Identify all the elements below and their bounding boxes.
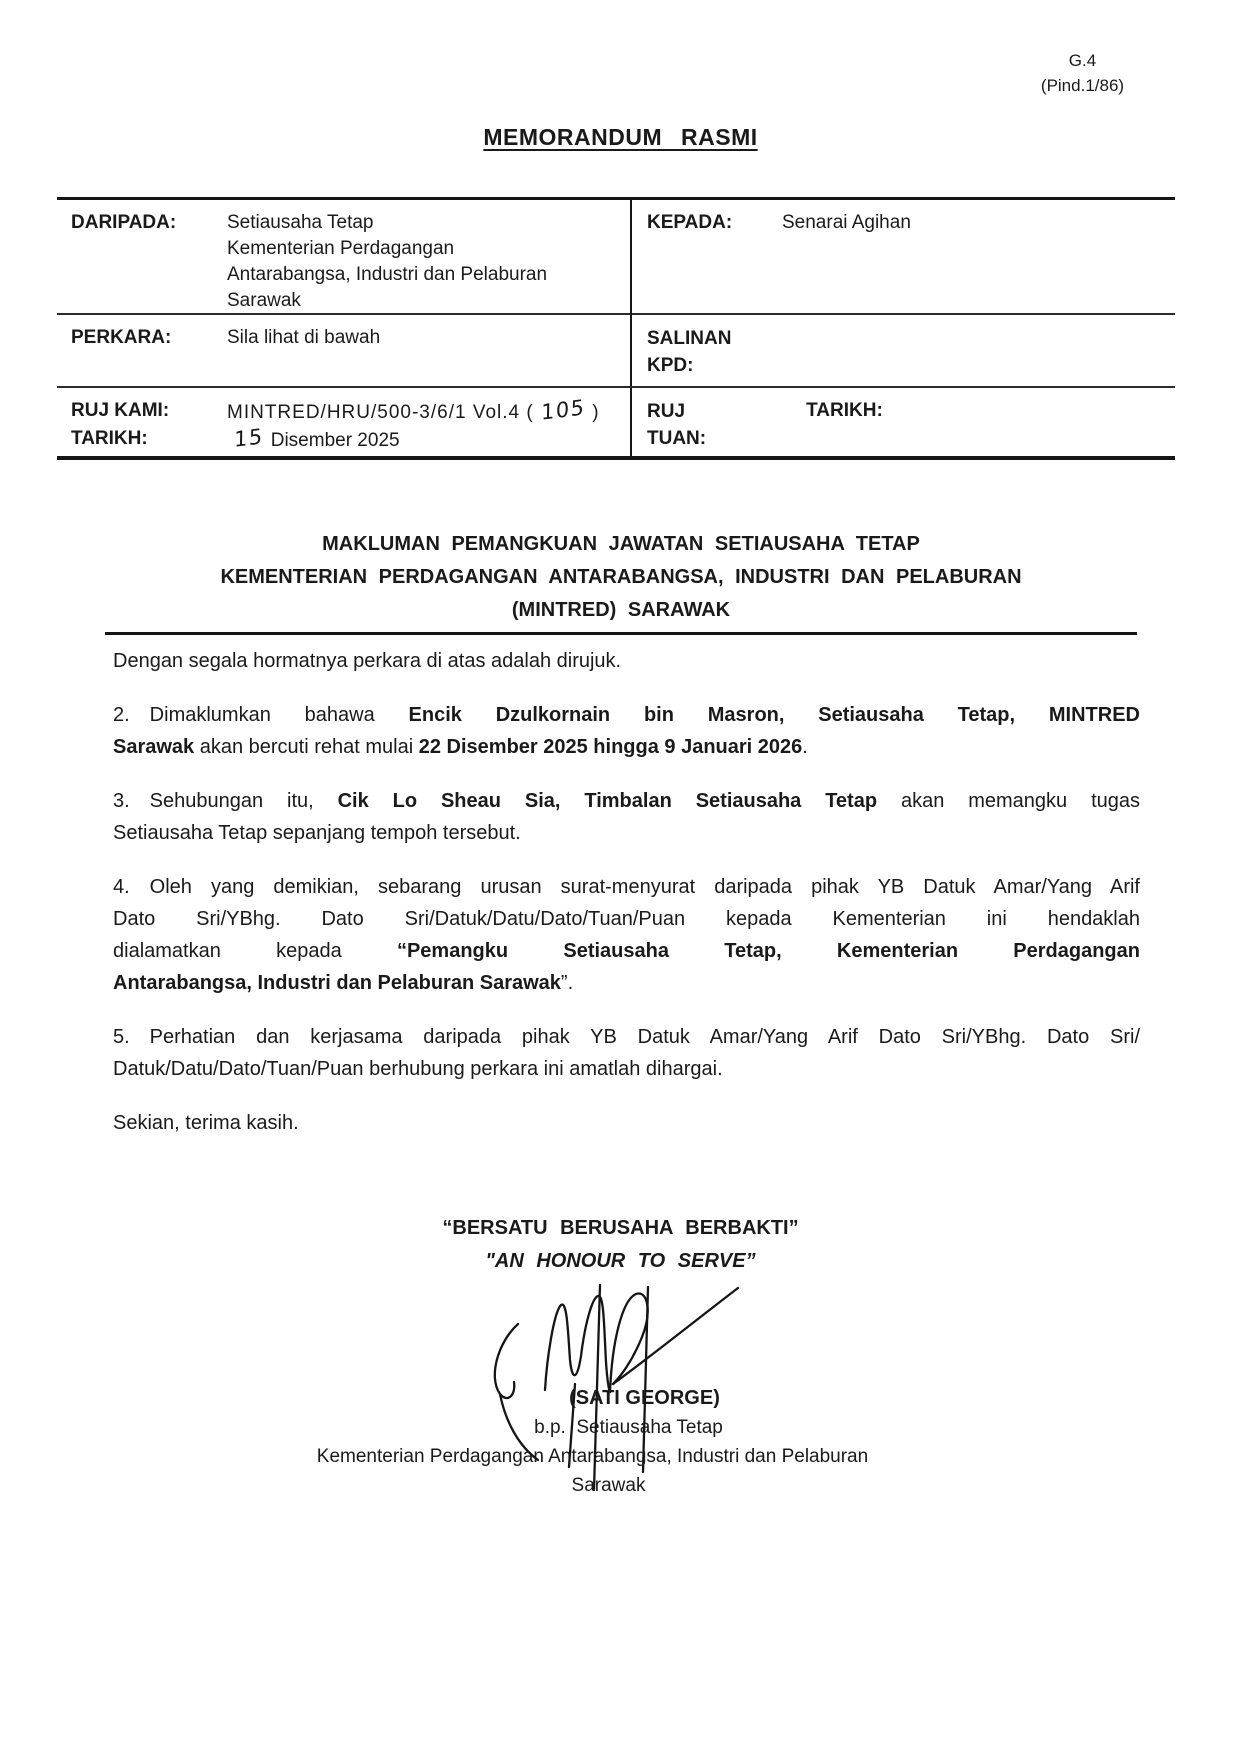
kepada-value: Senarai Agihan — [782, 212, 911, 233]
text-line: RUJ — [647, 401, 686, 422]
salinan-kpd-label — [647, 325, 1165, 379]
paragraph-line — [113, 785, 1140, 817]
text-line: KPD: — [647, 355, 694, 376]
signatory-on-behalf: b.p. Setiausaha Tetap — [534, 1417, 723, 1438]
bold-text-segment: Sarawak — [113, 736, 195, 758]
motto-line-1: “BERSATU BERUSAHA BERBAKTI” — [442, 1217, 799, 1239]
cell-daripada — [57, 200, 630, 320]
text-line: MAKLUMAN PEMANGKUAN JAWATAN SETIAUSAHA TETAP — [322, 533, 920, 555]
text-line: KEMENTERIAN PERDAGANGAN ANTARABANGSA, INDUSTRI DAN PELABURAN — [220, 566, 1022, 588]
cell-salinan-kpd — [630, 315, 1175, 386]
paragraph-line — [113, 817, 1140, 849]
text-line: Kementerian Perdagangan — [227, 238, 455, 259]
text-segment: 4. Oleh yang demikian, sebarang urusan surat-menyurat daripada pihak YB Datuk Amar/Yang Arif — [113, 876, 1140, 898]
text-line: Antarabangsa, Industri dan Pelaburan — [227, 264, 548, 285]
bold-text-segment: Antarabangsa, Industri dan Pelaburan Sarawak — [113, 972, 561, 994]
page-title: MEMORANDUM RASMI — [483, 124, 758, 150]
paragraph-line — [113, 935, 1140, 967]
ruj-kami-value: MINTRED/HRU/500-3/6/1 Vol.4 ( 105 ) — [227, 395, 600, 425]
table-row-perkara-salinan — [57, 313, 1175, 386]
paragraph-line — [113, 967, 1140, 999]
paragraph-line — [113, 903, 1140, 935]
text-line: (MINTRED) SARAWAK — [511, 599, 731, 621]
daripada-label: DARIPADA: — [71, 212, 177, 233]
ruj-kami-label: RUJ KAMI: — [71, 400, 170, 421]
paragraph-line — [113, 699, 1140, 731]
text-segment: . — [802, 736, 808, 758]
bold-text-segment: 22 Disember 2025 hingga 9 Januari 2026 — [418, 736, 803, 758]
text-line: Setiausaha Tetap — [227, 212, 374, 233]
tarikh-label: TARIKH: — [71, 428, 148, 449]
paragraph-line — [113, 1053, 1140, 1085]
paragraph — [113, 1021, 1140, 1085]
paragraph-line — [113, 871, 1140, 903]
text-line: Sarawak — [227, 290, 301, 311]
text-segment: akan bercuti rehat mulai — [194, 736, 419, 758]
text-segment: Datuk/Datu/Dato/Tuan/Puan berhubung perkara ini amatlah dihargai. — [113, 1058, 723, 1080]
paragraph — [113, 871, 1140, 999]
text-line: SALINAN — [647, 328, 732, 349]
text-segment: dialamatkan kepada — [113, 940, 397, 962]
paragraph-line — [113, 1021, 1140, 1053]
daripada-value — [227, 210, 620, 314]
form-revision: (Pind.1/86) — [1040, 76, 1125, 95]
bold-text-segment: “Pemangku Setiausaha Tetap, Kementerian Perdagangan — [396, 940, 1140, 962]
text-segment: 5. Perhatian dan kerjasama daripada pihak YB Datuk Amar/Yang Arif Dato Sri/YBhg. Dato Sri/ — [113, 1026, 1140, 1048]
text-segment: Dengan segala hormatnya perkara di atas adalah dirujuk. — [113, 650, 622, 672]
signatory-org-line1: Kementerian Perdagangan Antarabangsa, Industri dan Pelaburan — [316, 1446, 869, 1467]
cell-perkara — [57, 315, 630, 386]
subject-heading — [105, 528, 1137, 635]
text-segment: akan memangku tugas — [877, 790, 1140, 812]
table-row-daripada-kepada — [57, 200, 1175, 313]
bold-text-segment: Encik Dzulkornain bin Masron, Setiausaha Tetap, MINTRED — [408, 704, 1140, 726]
text-segment: Dato Sri/YBhg. Dato Sri/Datuk/Datu/Dato/Tuan/Puan kepada Kementerian ini hendaklah — [113, 908, 1140, 930]
tarikh-value: 15 Disember 2025 — [233, 424, 400, 452]
ruj-tuan-label — [647, 398, 706, 452]
paragraph — [113, 785, 1140, 849]
motto-line-2: "AN HONOUR TO SERVE” — [485, 1250, 756, 1272]
signatory-name: (SATI GEORGE) — [569, 1387, 720, 1409]
handwritten-day: 15 — [233, 424, 264, 452]
form-code: G.4 — [1068, 51, 1097, 70]
memo-header-table — [57, 197, 1175, 460]
body-text — [113, 645, 1140, 1161]
signature-block — [0, 1384, 1241, 1500]
text-segment: ”. — [560, 972, 574, 994]
paragraph — [113, 1107, 1140, 1139]
bold-text-segment: Cik Lo Sheau Sia, Timbalan Setiausaha Tetap — [337, 790, 878, 812]
handwritten-reference-number: 105 — [540, 395, 586, 425]
form-code-block — [1005, 48, 1160, 98]
paragraph — [113, 645, 1140, 677]
kepada-label: KEPADA: — [647, 212, 733, 233]
cell-ruj-tuan-tarikh — [630, 388, 1175, 460]
cell-kepada — [630, 200, 1175, 320]
perkara-value: Sila lihat di bawah — [227, 327, 381, 348]
cell-ruj-kami-tarikh — [57, 388, 630, 460]
text-segment: 3. Sehubungan itu, — [113, 790, 338, 812]
perkara-label: PERKARA: — [71, 327, 172, 348]
text-segment: Sekian, terima kasih. — [113, 1112, 299, 1134]
text-segment: Setiausaha Tetap sepanjang tempoh tersebut. — [113, 822, 521, 844]
tarikh-right-label: TARIKH: — [806, 400, 883, 421]
text-line: TUAN: — [647, 428, 707, 449]
text-segment: 2. Dimaklumkan bahawa — [113, 704, 409, 726]
paragraph-line — [113, 731, 1140, 763]
motto-block — [0, 1212, 1241, 1278]
signatory-org-line2: Sarawak — [571, 1475, 646, 1496]
paragraph-line — [113, 645, 1140, 677]
paragraph-line — [113, 1107, 1140, 1139]
table-row-ruj-tarikh — [57, 386, 1175, 456]
paragraph — [113, 699, 1140, 763]
